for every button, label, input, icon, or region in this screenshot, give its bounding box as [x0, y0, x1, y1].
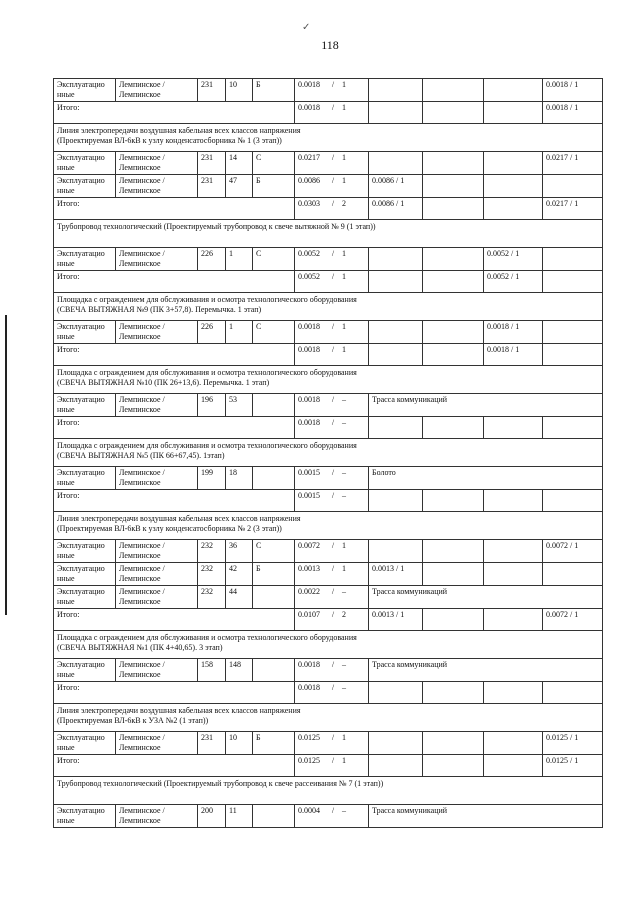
col-2: [423, 490, 484, 512]
category: Эксплуатацио нные: [54, 467, 116, 490]
total-label: Итого:: [54, 102, 295, 124]
category: Эксплуатацио нные: [54, 563, 116, 586]
col-1: 0.0013 / 1: [369, 563, 423, 586]
separator: /: [331, 733, 335, 742]
area-count-cell: [295, 175, 369, 198]
scan-artifact: ✓: [302, 22, 311, 33]
vydel: 47: [226, 175, 253, 198]
forestry: Лемпинское / Лемпинское: [116, 586, 198, 609]
category: Эксплуатацио нные: [54, 805, 116, 828]
section-row: [54, 220, 603, 248]
area-count-cell: [295, 586, 369, 609]
col-3: [484, 490, 543, 512]
vydel: 10: [226, 79, 253, 102]
col-4: [543, 682, 603, 704]
table-row: [54, 248, 603, 271]
col-2: [423, 417, 484, 439]
col-3: [484, 417, 543, 439]
col-4: 0.0018 / 1: [543, 79, 603, 102]
separator: /: [331, 418, 335, 427]
category: Эксплуатацио нные: [54, 152, 116, 175]
col-3: [484, 755, 543, 777]
forestry: Лемпинское / Лемпинское: [116, 805, 198, 828]
vydel: 11: [226, 805, 253, 828]
col-4: 0.0072 / 1: [543, 540, 603, 563]
separator: /: [331, 660, 335, 669]
count-value: –: [342, 418, 346, 427]
col-2: [423, 563, 484, 586]
kvartal: 232: [198, 563, 226, 586]
col-1: [369, 152, 423, 175]
category: Эксплуатацио нные: [54, 586, 116, 609]
count-value: 2: [342, 199, 346, 208]
col-3: 0.0018 / 1: [484, 321, 543, 344]
count-value: 1: [342, 272, 346, 281]
area-value: 0.0107: [298, 610, 320, 619]
col-4: 0.0125 / 1: [543, 732, 603, 755]
separator: /: [331, 199, 335, 208]
count-value: –: [342, 683, 346, 692]
table-row: [54, 586, 603, 609]
vydel: 18: [226, 467, 253, 490]
separator: /: [331, 587, 335, 596]
col-1: [369, 79, 423, 102]
area-count-cell: [295, 79, 369, 102]
category: Эксплуатацио нные: [54, 394, 116, 417]
col-1: 0.0086 / 1: [369, 175, 423, 198]
count-value: 1: [342, 541, 346, 550]
area-count-cell: [295, 344, 369, 366]
kvartal: 231: [198, 732, 226, 755]
area-count-cell: [295, 755, 369, 777]
col-2: [423, 248, 484, 271]
section-title: Площадка с ограждением для обслуживания и осмотра технологического оборудования (СВЕЧА ВЫТЯЖНАЯ №10 (ПК 26+13,6). Перемычка. 1 этап): [54, 366, 603, 394]
table-row: [54, 175, 603, 198]
total-row: [54, 609, 603, 631]
col-1: [369, 682, 423, 704]
vydel: 53: [226, 394, 253, 417]
area-count-cell: [295, 563, 369, 586]
area-count-cell: [295, 490, 369, 512]
total-row: [54, 102, 603, 124]
col-3: [484, 175, 543, 198]
separator: /: [331, 756, 335, 765]
vydel: 10: [226, 732, 253, 755]
section-title: Линия электропередачи воздушная кабельная всех классов напряжения (Проектируемая ВЛ-6кВ к узлу конденсатосборника № 1 (3 этап)): [54, 124, 603, 152]
count-value: 1: [342, 756, 346, 765]
section-title: Площадка с ограждением для обслуживания и осмотра технологического оборудования (СВЕЧА ВЫТЯЖНАЯ №1 (ПК 4+40,65). 3 этап): [54, 631, 603, 659]
col-4: [543, 271, 603, 293]
area-count-cell: [295, 102, 369, 124]
kvartal: 232: [198, 540, 226, 563]
count-value: 1: [342, 103, 346, 112]
page-number: 118: [321, 38, 339, 52]
section-row: [54, 631, 603, 659]
area-count-cell: [295, 394, 369, 417]
area-value: 0.0004: [298, 806, 320, 815]
forestry: Лемпинское / Лемпинское: [116, 394, 198, 417]
section-row: [54, 439, 603, 467]
separator: /: [331, 153, 335, 162]
forestry: Лемпинское / Лемпинское: [116, 321, 198, 344]
count-value: 2: [342, 610, 346, 619]
count-value: 1: [342, 153, 346, 162]
col-3: [484, 102, 543, 124]
col-2: [423, 755, 484, 777]
col-3: [484, 152, 543, 175]
forestry: Лемпинское / Лемпинское: [116, 152, 198, 175]
col-2: [423, 609, 484, 631]
kvartal: 196: [198, 394, 226, 417]
forestry: Лемпинское / Лемпинское: [116, 540, 198, 563]
col-1: [369, 490, 423, 512]
separator: /: [331, 683, 335, 692]
margin-bar: [5, 315, 7, 615]
area-value: 0.0022: [298, 587, 320, 596]
forestry: Лемпинское / Лемпинское: [116, 732, 198, 755]
area-count-cell: [295, 467, 369, 490]
area-value: 0.0125: [298, 733, 320, 742]
area-value: 0.0018: [298, 80, 320, 89]
section-row: [54, 777, 603, 805]
total-row: [54, 682, 603, 704]
col-1: [369, 755, 423, 777]
area-count-cell: [295, 271, 369, 293]
col-4: [543, 490, 603, 512]
category: Эксплуатацио нные: [54, 175, 116, 198]
col-2: [423, 102, 484, 124]
count-value: 1: [342, 564, 346, 573]
col-2: [423, 79, 484, 102]
area-value: 0.0018: [298, 345, 320, 354]
separator: /: [331, 395, 335, 404]
group: Б: [253, 732, 295, 755]
count-value: –: [342, 395, 346, 404]
area-value: 0.0052: [298, 249, 320, 258]
table-row: [54, 394, 603, 417]
col-4: 0.0217 / 1: [543, 198, 603, 220]
col-3: [484, 79, 543, 102]
col-3: [484, 540, 543, 563]
separator: /: [331, 322, 335, 331]
section-row: [54, 512, 603, 540]
col-1: [369, 321, 423, 344]
category: Эксплуатацио нные: [54, 79, 116, 102]
kvartal: 231: [198, 175, 226, 198]
category: Эксплуатацио нные: [54, 321, 116, 344]
col-3: [484, 682, 543, 704]
group: [253, 394, 295, 417]
col-1: [369, 271, 423, 293]
group: С: [253, 248, 295, 271]
col-1: [369, 540, 423, 563]
separator: /: [331, 345, 335, 354]
col-1: [369, 248, 423, 271]
area-value: 0.0015: [298, 491, 320, 500]
col-4: [543, 344, 603, 366]
section-title: Линия электропередачи воздушная кабельная всех классов напряжения (Проектируемая ВЛ-6кВ к узлу конденсатосборника № 2 (3 этап)): [54, 512, 603, 540]
separator: /: [331, 610, 335, 619]
note: Болото: [369, 467, 603, 490]
section-title: Трубопровод технологический (Проектируемый трубопровод к свече рассеивания № 7 (1 этап)): [54, 777, 603, 805]
total-row: [54, 755, 603, 777]
area-count-cell: [295, 805, 369, 828]
col-4: [543, 175, 603, 198]
category: Эксплуатацио нные: [54, 732, 116, 755]
group: С: [253, 540, 295, 563]
count-value: –: [342, 491, 346, 500]
col-2: [423, 321, 484, 344]
vydel: 14: [226, 152, 253, 175]
total-row: [54, 344, 603, 366]
count-value: 1: [342, 345, 346, 354]
count-value: 1: [342, 176, 346, 185]
vydel: 42: [226, 563, 253, 586]
col-1: [369, 344, 423, 366]
table-row: [54, 152, 603, 175]
col-4: 0.0217 / 1: [543, 152, 603, 175]
separator: /: [331, 249, 335, 258]
col-2: [423, 682, 484, 704]
kvartal: 199: [198, 467, 226, 490]
col-3: [484, 609, 543, 631]
area-value: 0.0018: [298, 103, 320, 112]
area-value: 0.0072: [298, 541, 320, 550]
forestry: Лемпинское / Лемпинское: [116, 659, 198, 682]
col-4: [543, 321, 603, 344]
table-row: [54, 467, 603, 490]
area-value: 0.0303: [298, 199, 320, 208]
table-row: [54, 805, 603, 828]
section-title: Площадка с ограждением для обслуживания и осмотра технологического оборудования (СВЕЧА ВЫТЯЖНАЯ №5 (ПК 66+67,45). 1этап): [54, 439, 603, 467]
vydel: 44: [226, 586, 253, 609]
col-3: 0.0018 / 1: [484, 344, 543, 366]
count-value: 1: [342, 80, 346, 89]
group: [253, 659, 295, 682]
area-value: 0.0052: [298, 272, 320, 281]
col-3: [484, 198, 543, 220]
area-count-cell: [295, 540, 369, 563]
note: Трасса коммуникаций: [369, 586, 603, 609]
group: С: [253, 321, 295, 344]
count-value: 1: [342, 733, 346, 742]
section-title: Трубопровод технологический (Проектируемый трубопровод к свече вытяжной № 9 (1 этап)): [54, 220, 603, 248]
total-label: Итого:: [54, 755, 295, 777]
separator: /: [331, 806, 335, 815]
group: [253, 467, 295, 490]
separator: /: [331, 468, 335, 477]
area-value: 0.0086: [298, 176, 320, 185]
section-row: [54, 366, 603, 394]
col-2: [423, 198, 484, 220]
col-4: [543, 563, 603, 586]
category: Эксплуатацио нные: [54, 659, 116, 682]
separator: /: [331, 541, 335, 550]
table-row: [54, 79, 603, 102]
group: Б: [253, 79, 295, 102]
note: Трасса коммуникаций: [369, 659, 603, 682]
vydel: 148: [226, 659, 253, 682]
kvartal: 232: [198, 586, 226, 609]
count-value: 1: [342, 249, 346, 258]
section-row: [54, 704, 603, 732]
col-3: 0.0052 / 1: [484, 248, 543, 271]
col-4: [543, 417, 603, 439]
col-4: [543, 248, 603, 271]
forestry: Лемпинское / Лемпинское: [116, 79, 198, 102]
table-row: [54, 540, 603, 563]
col-2: [423, 152, 484, 175]
area-count-cell: [295, 659, 369, 682]
forestry: Лемпинское / Лемпинское: [116, 175, 198, 198]
count-value: –: [342, 806, 346, 815]
group: Б: [253, 563, 295, 586]
area-count-cell: [295, 248, 369, 271]
separator: /: [331, 176, 335, 185]
col-4: 0.0072 / 1: [543, 609, 603, 631]
separator: /: [331, 564, 335, 573]
total-label: Итого:: [54, 344, 295, 366]
forestry: Лемпинское / Лемпинское: [116, 467, 198, 490]
group: Б: [253, 175, 295, 198]
area-value: 0.0018: [298, 395, 320, 404]
vydel: 1: [226, 321, 253, 344]
kvartal: 231: [198, 79, 226, 102]
vydel: 36: [226, 540, 253, 563]
col-2: [423, 175, 484, 198]
kvartal: 200: [198, 805, 226, 828]
col-3: [484, 732, 543, 755]
area-value: 0.0018: [298, 683, 320, 692]
section-row: [54, 293, 603, 321]
forest-plots-table: [53, 78, 603, 828]
section-title: Площадка с ограждением для обслуживания и осмотра технологического оборудования (СВЕЧА ВЫТЯЖНАЯ №9 (ПК 3+57,8). Перемычка. 1 этап): [54, 293, 603, 321]
area-count-cell: [295, 198, 369, 220]
category: Эксплуатацио нные: [54, 248, 116, 271]
vydel: 1: [226, 248, 253, 271]
col-4: 0.0125 / 1: [543, 755, 603, 777]
col-2: [423, 540, 484, 563]
total-label: Итого:: [54, 417, 295, 439]
kvartal: 231: [198, 152, 226, 175]
area-count-cell: [295, 417, 369, 439]
separator: /: [331, 272, 335, 281]
col-3: [484, 563, 543, 586]
table-row: [54, 321, 603, 344]
total-row: [54, 490, 603, 512]
count-value: –: [342, 468, 346, 477]
note: Трасса коммуникаций: [369, 394, 603, 417]
separator: /: [331, 491, 335, 500]
note: Трасса коммуникаций: [369, 805, 603, 828]
count-value: –: [342, 660, 346, 669]
area-value: 0.0013: [298, 564, 320, 573]
col-3: 0.0052 / 1: [484, 271, 543, 293]
count-value: –: [342, 587, 346, 596]
section-title: Линия электропередачи воздушная кабельная всех классов напряжения (Проектируемая ВЛ-6кВ к УЗА №2 (1 этап)): [54, 704, 603, 732]
area-count-cell: [295, 732, 369, 755]
kvartal: 226: [198, 248, 226, 271]
total-row: [54, 271, 603, 293]
total-label: Итого:: [54, 198, 295, 220]
area-value: 0.0217: [298, 153, 320, 162]
separator: /: [331, 103, 335, 112]
total-label: Итого:: [54, 609, 295, 631]
category: Эксплуатацио нные: [54, 540, 116, 563]
col-1: 0.0086 / 1: [369, 198, 423, 220]
table-row: [54, 563, 603, 586]
area-value: 0.0015: [298, 468, 320, 477]
col-2: [423, 344, 484, 366]
group: [253, 805, 295, 828]
table-row: [54, 732, 603, 755]
section-row: [54, 124, 603, 152]
area-value: 0.0018: [298, 322, 320, 331]
forestry: Лемпинское / Лемпинское: [116, 563, 198, 586]
area-count-cell: [295, 682, 369, 704]
total-row: [54, 198, 603, 220]
total-label: Итого:: [54, 490, 295, 512]
col-1: [369, 417, 423, 439]
area-value: 0.0018: [298, 660, 320, 669]
group: С: [253, 152, 295, 175]
group: [253, 586, 295, 609]
count-value: 1: [342, 322, 346, 331]
separator: /: [331, 80, 335, 89]
area-count-cell: [295, 609, 369, 631]
area-count-cell: [295, 321, 369, 344]
total-row: [54, 417, 603, 439]
area-value: 0.0018: [298, 418, 320, 427]
col-1: [369, 102, 423, 124]
col-1: [369, 732, 423, 755]
col-4: 0.0018 / 1: [543, 102, 603, 124]
area-count-cell: [295, 152, 369, 175]
total-label: Итого:: [54, 271, 295, 293]
forestry: Лемпинское / Лемпинское: [116, 248, 198, 271]
area-value: 0.0125: [298, 756, 320, 765]
total-label: Итого:: [54, 682, 295, 704]
col-2: [423, 732, 484, 755]
kvartal: 226: [198, 321, 226, 344]
table-row: [54, 659, 603, 682]
kvartal: 158: [198, 659, 226, 682]
col-1: 0.0013 / 1: [369, 609, 423, 631]
col-2: [423, 271, 484, 293]
